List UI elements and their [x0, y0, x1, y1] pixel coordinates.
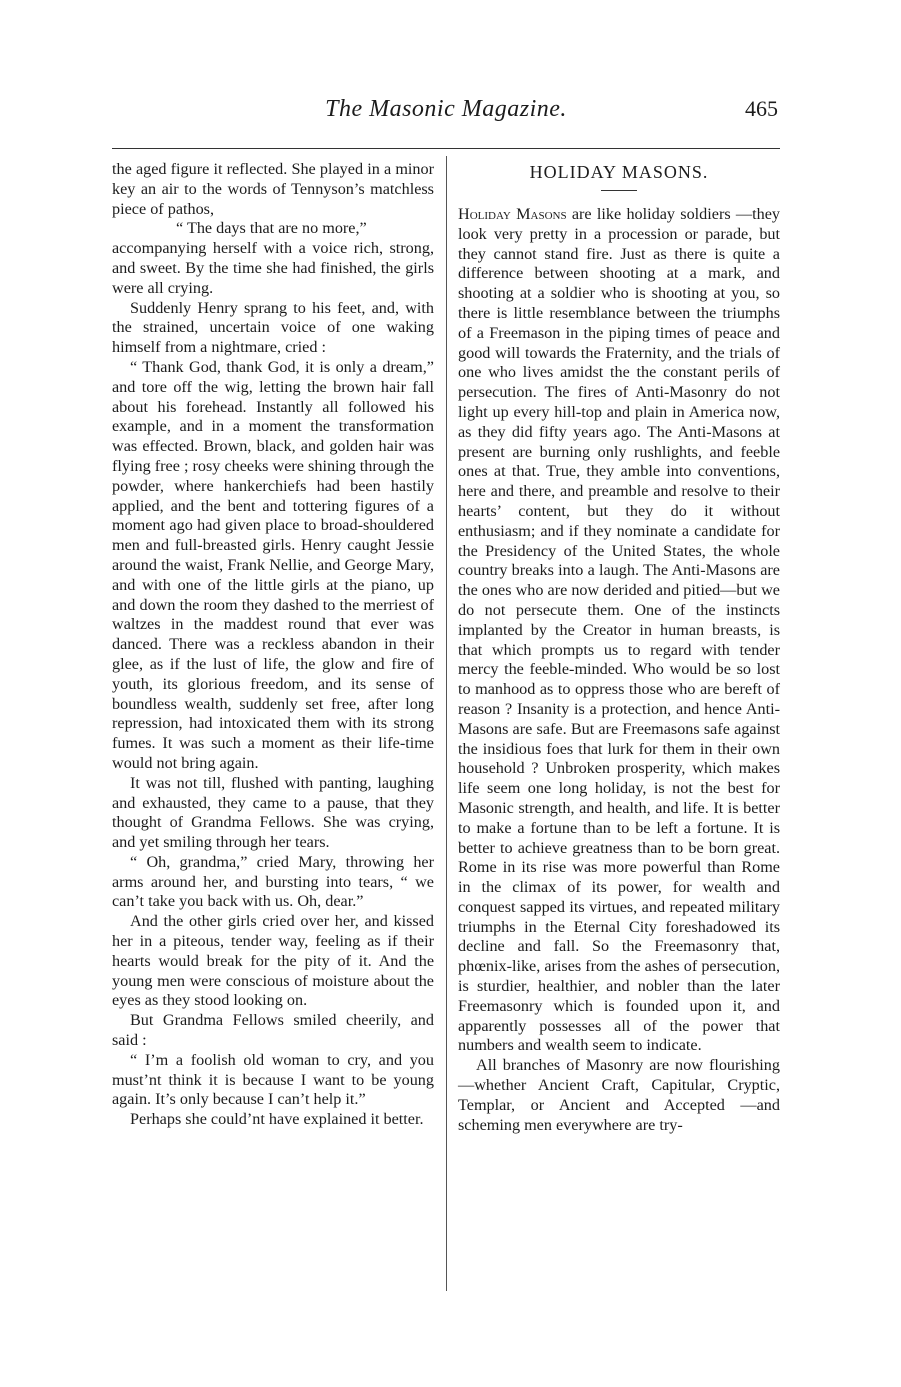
page-header: [112, 82, 780, 126]
right-column: [458, 160, 780, 1135]
paragraph: But Grandma Fellows smiled cheerily, and said :: [112, 1011, 434, 1050]
lead-in-smallcaps: Holiday Masons: [458, 205, 567, 223]
paragraph: And the other girls cried over her, and kissed her in a piteous, tender way, feeling as if their hearts would break for the pity of it. And the young men were conscious of moisture about the eyes as they stood looking on.: [112, 912, 434, 1010]
paragraph: accompanying herself with a voice rich, strong, and sweet. By the time she had finished, the girls were all crying.: [112, 239, 434, 297]
paragraph: All branches of Masonry are now flourishing—whether Ancient Craft, Capitular, Cryptic, Templar, or Ancient and Accepted —and scheming men everywhere are try-: [458, 1056, 780, 1134]
title-rule: [601, 190, 637, 191]
paragraph: the aged figure it reflected. She played in a minor key an air to the words of Tennyson’s matchless piece of pathos,: [112, 160, 434, 218]
paragraph: Perhaps she could’nt have explained it better.: [130, 1110, 424, 1129]
paragraph-body: are like holiday soldiers —they look very pretty in a procession or parade, but they cannot stand fire. Just as there is quite a difference between shooting at a mark, and shooting at a soldier who is shooting at you, so there is little resemblance between the triumphs of a Freemason in the piping times of peace and good will towards the Fraternity, and the trials of one who lives amidst the the constant perils of persecution. The fires of Anti-Masonry do not light up every hill-top and plain in America now, as they did fifty years ago. The Anti-Masons at present are burning only rushlights, and feeble ones at that. True, they amble into conventions, here and there, and preamble and resolve to their hearts’ content, but they do it without enthusiasm; and if they nominate a candidate for the Presidency of the United States, the whole country breaks into a laugh. The Anti-Masons are the ones who are now derided and pitied—but we do not persecute them. One of the instincts implanted by the Creator in human breasts, is that which prompts us to regard with tender mercy the feeble-minded. Who would be so lost to manhood as to oppress those who are bereft of reason ? Insanity is a protection, and hence Anti-Masons are safe. But are Freemasons safe against the insidious foes that lurk for them in their own household ? Unbroken prosperity, which makes life seem one long holiday, is not the best for Masonic strength, and health, and life. It is better to make a fortune than to be left a fortune. It is better to achieve greatness than to be born great. Rome in its rise was more powerful than Rome in the climax of its power, for wealth and conquest sapped its virtues, and repeated military triumphs in the Eternal City foreshadowed its decline and fall. So the Freemasonry that, phœnix-like, arises from the ashes of persecution, is sturdier, healthier, and nobler than the later Freemasonry which is founded upon it, and apparently possesses all of the power that numbers and wealth seem to indicate.: [458, 205, 780, 1055]
column-divider: [446, 156, 447, 1291]
page-number: 465: [745, 96, 778, 121]
paragraph: Suddenly Henry sprang to his feet, and, with the strained, uncertain voice of one waking himself from a nightmare, cried :: [112, 298, 434, 357]
left-column: [112, 160, 434, 1130]
section-title: HOLIDAY MASONS.: [529, 162, 709, 182]
running-title: The Masonic Magazine.: [325, 96, 567, 122]
verse-quote: “ The days that are no more,”: [176, 219, 367, 238]
paragraph: “ I’m a foolish old woman to cry, and you must’nt think it is because I want to be young again. It’s only because I can’t help it.”: [112, 1050, 434, 1109]
header-rule: [112, 148, 780, 149]
article-paragraph: [458, 205, 780, 1056]
paragraph: “ Oh, grandma,” cried Mary, throwing her arms around her, and bursting into tears, “ we can’t take you back with us. Oh, dear.”: [112, 852, 434, 911]
paragraph: “ Thank God, thank God, it is only a dream,” and tore off the wig, letting the brown hair fall about his forehead. Instantly all followed his example, and in a moment the transformation was effected. Brown, black, and golden hair was flying free ; rosy cheeks were shining through the powder, where hankerchiefs had been hastily applied, and the bent and tottering figures of a moment ago had given place to broad-shouldered men and full-breasted girls. Henry caught Jessie around the waist, Frank Nellie, and George Mary, and with one of the little girls at the piano, up and down the room they dashed to the merriest of waltzes in the maddest round that ever was danced. There was a reckless abandon in their glee, as if the lust of life, the glow and fire of youth, its glorious freedom, and its sense of boundless wealth, suddenly set free, after long repression, had intoxicated them with its strong fumes. It was such a moment as their life-time would not bring again.: [112, 357, 434, 772]
paragraph: It was not till, flushed with panting, laughing and exhausted, they came to a pause, that they thought of Grandma Fellows. She was crying, and yet smiling through her tears.: [112, 773, 434, 852]
